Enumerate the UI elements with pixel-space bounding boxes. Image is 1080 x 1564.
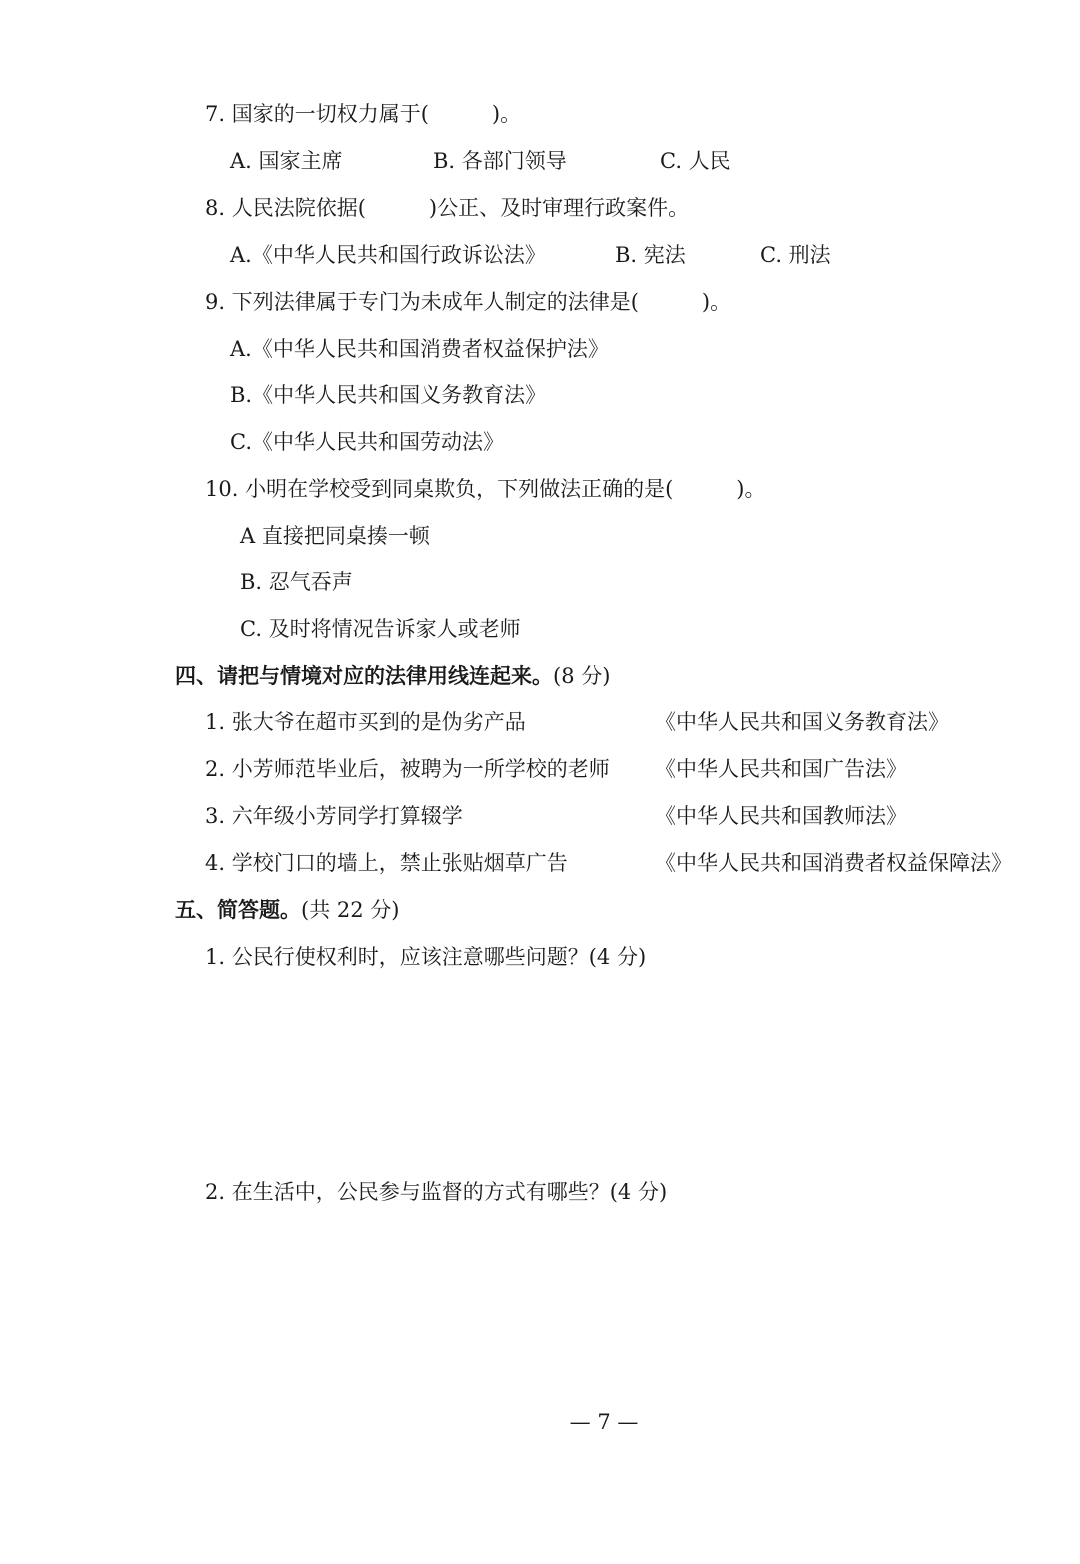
section4-score: (8 分) [553,664,611,688]
q7-option-c: C. 人民 [660,149,731,173]
match-law-1: 《中华人民共和国义务教育法》 [655,710,949,734]
match-law-3: 《中华人民共和国教师法》 [655,804,907,828]
page-number: — 7 — [569,1410,639,1434]
section4-heading: 四、请把与情境对应的法律用线连起来。 [175,663,553,688]
section4-title [175,661,610,691]
section5-question-2: 2. 在生活中，公民参与监督的方式有哪些？(4 分) [205,1180,668,1204]
match-law-4: 《中华人民共和国消费者权益保障法》 [655,851,1012,875]
q9-option-c: C.《中华人民共和国劳动法》 [230,430,504,454]
q10-option-a: A 直接把同桌揍一顿 [240,524,430,548]
q10-stem: 10. 小明在学校受到同桌欺负，下列做法正确的是( )。 [205,477,766,501]
match-situation-1: 1. 张大爷在超市买到的是伪劣产品 [205,710,526,734]
q9-option-b: B.《中华人民共和国义务教育法》 [230,383,547,407]
q7-option-b: B. 各部门领导 [433,149,567,173]
q7-stem: 7. 国家的一切权力属于( )。 [205,102,522,126]
q9-option-a: A.《中华人民共和国消费者权益保护法》 [230,337,609,361]
match-situation-3: 3. 六年级小芳同学打算辍学 [205,804,463,828]
match-law-2: 《中华人民共和国广告法》 [655,757,907,781]
q10-option-b: B. 忍气吞声 [240,570,353,594]
q9-stem: 9. 下列法律属于专门为未成年人制定的法律是( )。 [205,290,732,314]
section5-score: (共 22 分) [301,898,400,922]
q10-option-c: C. 及时将情况告诉家人或老师 [240,617,521,641]
match-situation-4: 4. 学校门口的墙上，禁止张贴烟草广告 [205,851,568,875]
section5-heading: 五、简答题。 [175,897,301,922]
q7-option-a: A. 国家主席 [230,149,343,173]
section5-question-1: 1. 公民行使权利时，应该注意哪些问题？(4 分) [205,945,647,969]
q8-option-c: C. 刑法 [760,243,831,267]
section5-title [175,895,399,925]
q8-option-a: A.《中华人民共和国行政诉讼法》 [230,243,546,267]
q8-option-b: B. 宪法 [615,243,686,267]
q8-stem: 8. 人民法院依据( )公正、及时审理行政案件。 [205,196,690,220]
match-situation-2: 2. 小芳师范毕业后，被聘为一所学校的老师 [205,757,610,781]
